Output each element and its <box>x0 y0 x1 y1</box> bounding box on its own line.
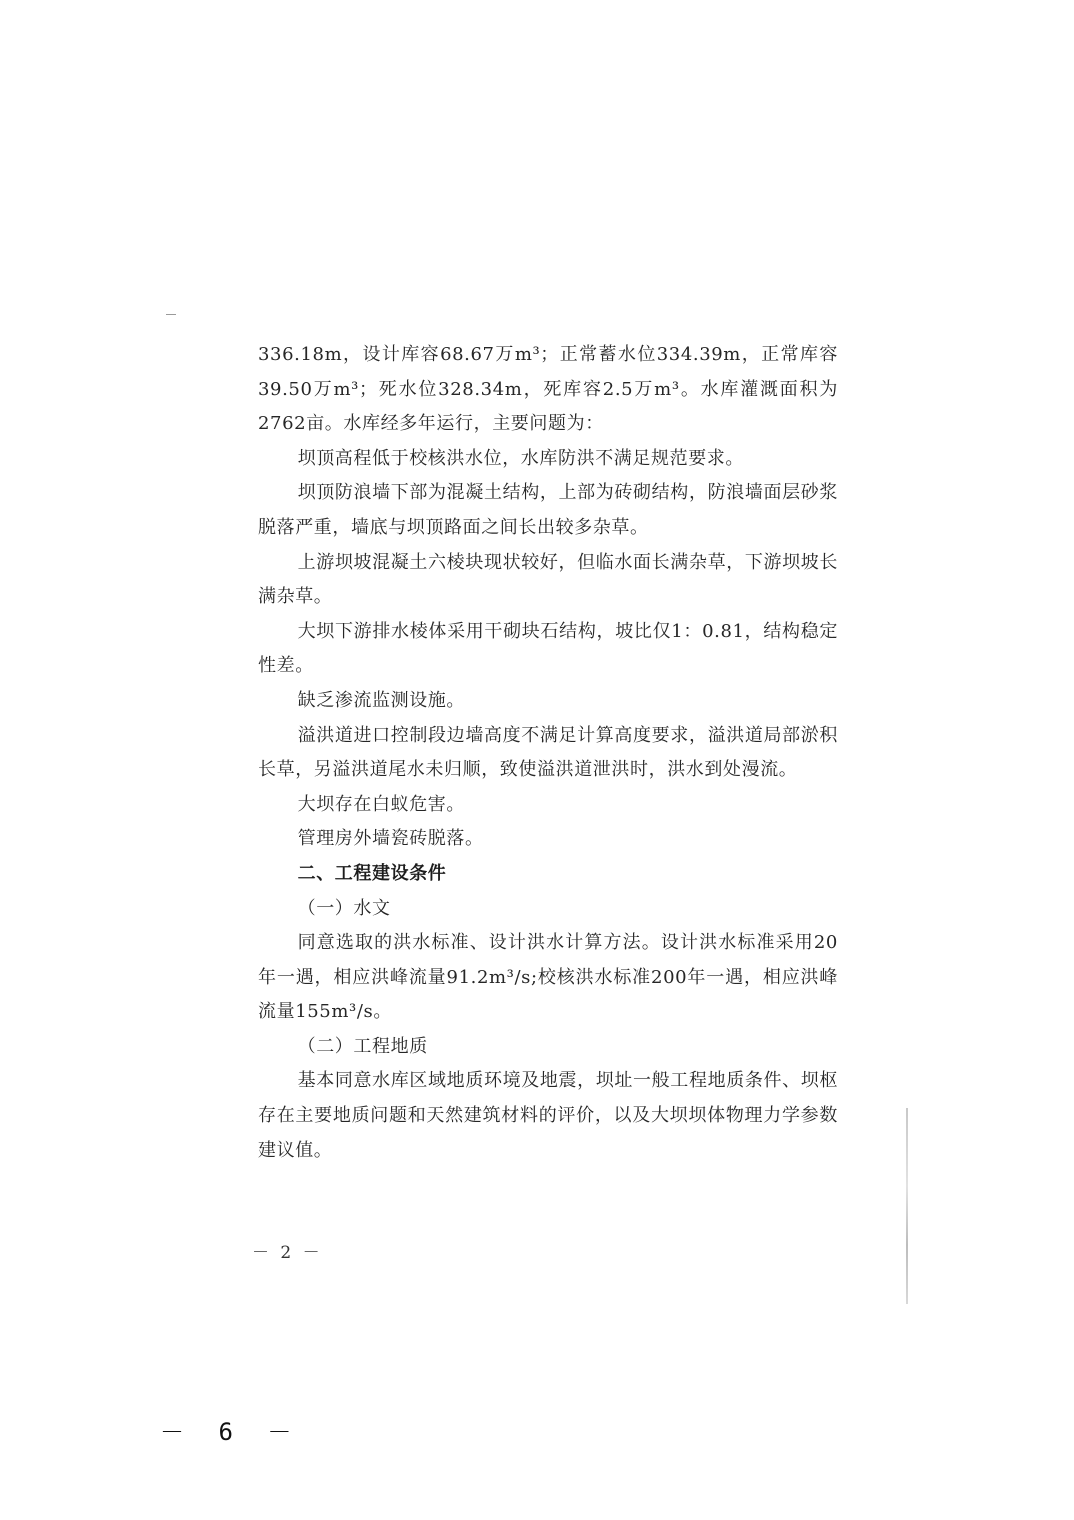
section-heading: 二、工程建设条件 <box>297 862 447 884</box>
paragraph-drainage-prism: 大坝下游排水棱体采用干砌块石结构，坡比仅1：0.81，结构稳定性差。 <box>258 620 838 677</box>
paragraph-reservoir-capacity: 336.18m，设计库容68.67万m³；正常蓄水位334.39m，正常库容39.50万m³；死水位328.34m，死库容2.5万m³。水库灌溉面积为2762亩。水库经多年运行，主要问题为： <box>258 344 838 435</box>
outer-page-number: － 6 － <box>160 1418 302 1446</box>
paragraph-termites: 大坝存在白蚁危害。 <box>297 793 465 815</box>
paragraph-seepage-monitoring: 缺乏渗流监测设施。 <box>297 689 465 711</box>
subsection-hydrology-title: （一）水文 <box>297 897 391 919</box>
subsection-geology-title: （二）工程地质 <box>297 1035 428 1057</box>
scan-artifact-mark <box>166 314 176 315</box>
document-body <box>258 338 838 1168</box>
paragraph-dam-slope: 上游坝坡混凝土六棱块现状较好，但临水面长满杂草，下游坝坡长满杂草。 <box>258 551 838 608</box>
inner-page-number: － 2 － <box>252 1243 323 1263</box>
scan-edge-line <box>906 1108 908 1304</box>
paragraph-spillway: 溢洪道进口控制段边墙高度不满足计算高度要求，溢洪道局部淤积长草，另溢洪道尾水未归顺，致使溢洪道泄洪时，洪水到处漫流。 <box>258 724 838 781</box>
paragraph-management-house: 管理房外墙瓷砖脱落。 <box>297 828 484 850</box>
paragraph-crest-elevation: 坝顶高程低于校核洪水位，水库防洪不满足规范要求。 <box>297 447 744 469</box>
subsection-hydrology-text: 同意选取的洪水标准、设计洪水计算方法。设计洪水标准采用20年一遇，相应洪峰流量91.2m³/s;校核洪水标准200年一遇，相应洪峰流量155m³/s。 <box>258 932 838 1023</box>
paragraph-wave-wall: 坝顶防浪墙下部为混凝土结构，上部为砖砌结构，防浪墙面层砂浆脱落严重，墙底与坝顶路面之间长出较多杂草。 <box>258 482 838 538</box>
subsection-geology-text: 基本同意水库区域地质环境及地震，坝址一般工程地质条件、坝枢存在主要地质问题和天然建筑材料的评价，以及大坝坝体物理力学参数建议值。 <box>258 1070 838 1161</box>
